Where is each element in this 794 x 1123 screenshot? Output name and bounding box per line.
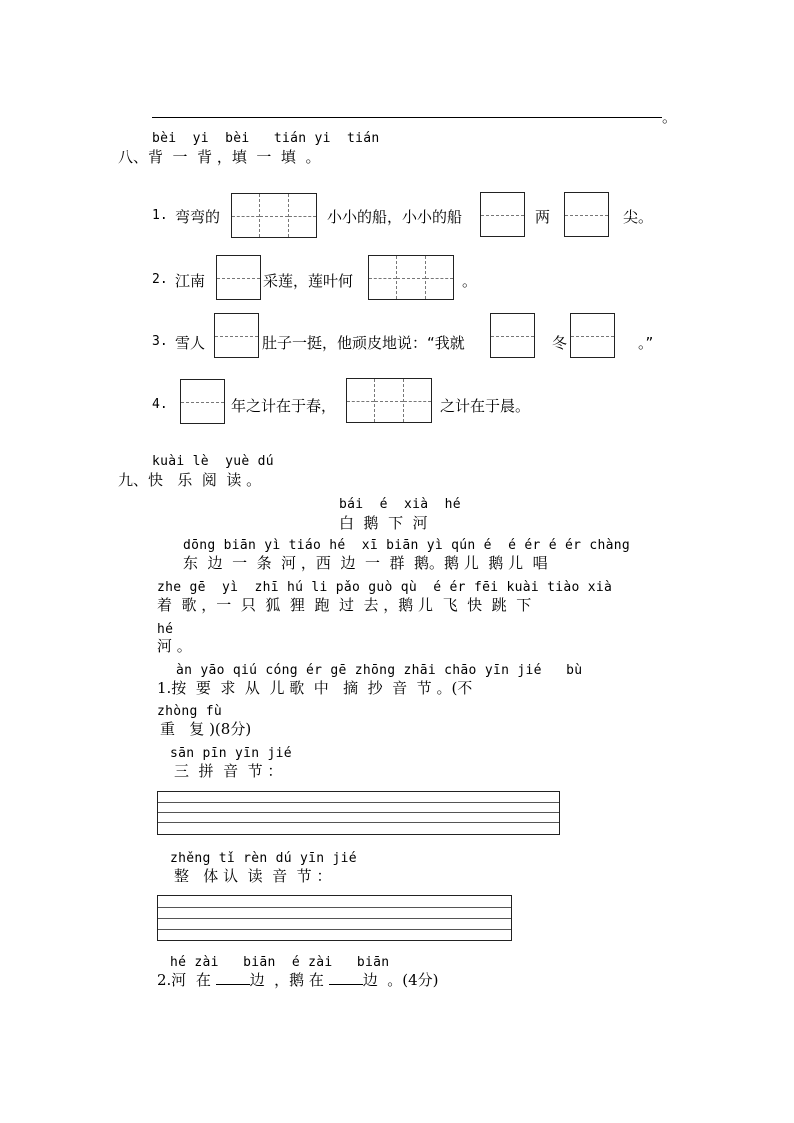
- q2-tianzige-2[interactable]: [368, 255, 454, 300]
- q3-text-c: 冬: [552, 334, 568, 352]
- q4-text-b: 之计在于晨。: [440, 397, 531, 415]
- q3-tianzige-1[interactable]: [214, 313, 259, 358]
- sanpin-pinyin: sān pīn yīn jié: [170, 746, 292, 761]
- q2-number: 2.: [152, 272, 168, 287]
- q1-text-c: 两: [535, 208, 551, 226]
- q1-text-d: 尖。: [623, 208, 654, 226]
- answer-line[interactable]: [152, 117, 662, 118]
- section9-heading: 九、快 乐 阅 读 。: [118, 471, 262, 489]
- story-title: 白 鹅 下 河: [339, 514, 428, 532]
- q1-text-b: 小小的船，小小的船: [327, 208, 463, 226]
- q2-tianzige-1[interactable]: [216, 255, 261, 300]
- q4-tianzige-2[interactable]: [346, 378, 432, 423]
- q1-number: 1.: [152, 208, 168, 223]
- story-line1-pinyin: dōng biān yì tiáo hé xī biān yì qún é é ér é ér chàng: [183, 538, 630, 553]
- q4-text-a: 年之计在于春，: [231, 397, 337, 415]
- q9-1b-text: 重 复 )(8分): [160, 720, 252, 738]
- q9-1-pinyin: àn yāo qiú cóng ér gē zhōng zhāi chāo yīn jié bù: [176, 663, 583, 678]
- q3-text-d: 。”: [638, 334, 654, 352]
- q1-tianzige-3[interactable]: [564, 192, 609, 237]
- q9-2-text-a: 2.河 在: [157, 971, 216, 989]
- q9-2-text-c: 边 。(4分): [362, 971, 439, 989]
- section9-pinyin: kuài lè yuè dú: [152, 454, 274, 469]
- q3-tianzige-3[interactable]: [570, 313, 615, 358]
- q1-tianzige-1[interactable]: [231, 193, 317, 238]
- q3-text-b: 肚子一挺，他顽皮地说：“我就: [262, 334, 465, 352]
- q3-text-a: 雪人: [175, 334, 206, 352]
- story-line2: 着 歌 ，一 只 狐 狸 跑 过 去 ，鹅 儿 飞 快 跳 下: [157, 596, 532, 614]
- q9-2-pinyin: hé zài biān é zài biān: [170, 955, 390, 970]
- sanpin-writing-box[interactable]: [157, 791, 560, 835]
- zhengti-label: 整 体 认 读 音 节 ：: [174, 867, 332, 885]
- story-title-pinyin: bái é xià hé: [339, 497, 461, 512]
- zhengti-pinyin: zhěng tǐ rèn dú yīn jié: [170, 851, 357, 866]
- q4-number: 4.: [152, 397, 168, 412]
- q2-text-a: 江南: [175, 272, 206, 290]
- q9-2-blank-1[interactable]: [216, 972, 250, 985]
- story-line1: 东 边 一 条 河 ，西 边 一 群 鹅。鹅 儿 鹅 儿 唱: [183, 554, 548, 572]
- q3-number: 3.: [152, 334, 168, 349]
- q1-tianzige-2[interactable]: [480, 192, 525, 237]
- q1-text-a: 弯弯的: [175, 208, 221, 226]
- story-line3-pinyin: hé: [157, 622, 174, 637]
- q9-2-line: [157, 969, 439, 990]
- section8-pinyin: bèi yi bèi tián yi tián: [152, 131, 380, 146]
- sanpin-label: 三 拼 音 节 ：: [174, 762, 283, 780]
- zhengti-writing-box[interactable]: [157, 895, 512, 941]
- q9-1-text: 1.按 要 求 从 儿 歌 中 摘 抄 音 节 。(不: [157, 679, 473, 697]
- q9-2-text-b: 边 ，鹅 在: [249, 971, 329, 989]
- section8-heading: 八、背 一 背 ，填 一 填 。: [118, 148, 321, 166]
- story-line2-pinyin: zhe gē yì zhī hú li pǎo guò qù é ér fēi kuài tiào xià: [157, 580, 613, 595]
- q2-text-b: 采莲，莲叶何: [263, 272, 354, 290]
- q9-2-blank-2[interactable]: [329, 972, 363, 985]
- q4-tianzige-1[interactable]: [180, 379, 225, 424]
- q9-1b-pinyin: zhòng fù: [157, 704, 223, 719]
- story-line3: 河 。: [157, 637, 192, 655]
- q3-tianzige-2[interactable]: [490, 313, 535, 358]
- answer-line-end: 。: [662, 108, 678, 126]
- q2-text-c: 。: [462, 272, 478, 290]
